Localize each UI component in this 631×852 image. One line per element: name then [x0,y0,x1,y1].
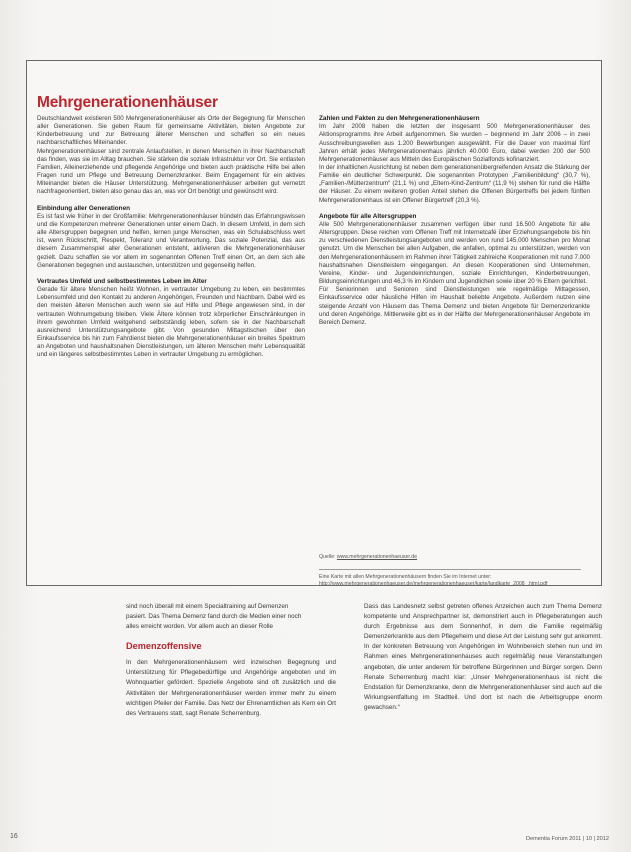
article-line: pasiert. Das Thema Demenz fand durch die Medien einer noch [126,613,302,621]
section-heading: Einbindung aller Generationen [37,204,131,212]
source-label: Quelle: [319,554,336,560]
source-line [319,554,590,561]
article-line: alles erreicht worden. Vor allem auch an dieser Rolle [126,623,274,631]
divider [319,569,581,570]
section-text: In der inhaltlichen Ausrichtung ist neben dem generationenübergreifenden Ansatz die Stärkung der Familie ein deutlicher Schwerpunkt. Die sogenannten Prototypen „Familienbildung“ (30,7 %), „Familien-/Mütterzentrum“ (21,1 %) und „Eltern-Kind-Zentrum“ (11,9 %) stehen für rund die Hälfte der Häuser. Zu einem weiteren großen Anteil stehen die Offenen Bürgertreffs bei jedem fünften Mehrgenerationenhaus ist ein Offener Bürgertreff (20,3 %). [319,163,590,204]
article-line: sind noch überall mit einem Specialtraining auf Demenzen [126,603,289,610]
publication-footer: Dementia Forum 2011 | 10 | 2012 [525,836,609,842]
info-box [26,60,602,586]
section-text: Alle 500 Mehrgenerationenhäuser zusammen verfügen über rund 16.500 Angebote für alle Altersgruppen. Diese reichen vom Offenen Treff mit Internetcafé über Erziehungsangebote bis hin zu verschiedenen Dienstleistungsangeboten und werden von rund 145.000 Menschen pro Monat genutzt. Um die Menschen bei allen Aufgaben, die anfallen, optimal zu unterstützen, werden von den Mehrgenerationenhäusern im Rahmen ihrer Tätigkeit zahlreiche Kooperationen mit rund 7.000 haushaltsnahen Dienstleistern eingegangen. An diesen Kooperationen sind Unternehmen, Vereine, Kinder- und Jugendeinrichtungen, soziale Einrichtungen, Kinderbetreuungen, Bildungseinrichtungen und 46,3 % im Kindern und Jugendlichen sowie über 20 % Eltern gerichtet. [319,220,590,286]
info-box-left-column [37,115,305,359]
intro-paragraph: Mehrgenerationenhäuser sind zentrale Anlaufstellen, in denen Menschen in ihrer Nachbarschaft das finden, was sie im Alltag brauchen. Sie stärken die soziale Infrastruktur vor Ort. Sie entlasten Familien, Alleinerziehende und pflegende Angehörige und bieten auch praktische Hilfe bei allen Fragen rund um Pflege und Betreuung Demenzkranker. Beim Engagement für ein aktives Miteinander bieten die Häuser Unterstützung. Mehrgenerationenhäuser arbeiten gut vernetzt nachfrageorientiert, bieten also genau das an, was vor Ort benötigt und gewünscht wird. [37,147,305,196]
article-right-text: Dass das Landesnetz selbst getreten offenes Anzeichen auch zum Thema Demenz kompetente und Ansprechpartner ist, demonstriert auch in Pflegeberatungen auch durch Ergebnisse aus dem Sonnenhof, in dem die Familie regelmäßig Demenzerkrankte aus dem Pflegeheim und diese Art der Leistung sehr gut ankommt. In der konkreten Betreuung von Angehörigen im Wohnbereich stehen nun und im Rahmen eines Mehrgenerationenhauses auch regelmäßig neue Veranstaltungen angeboten, die unter anderem für betroffene Bürgerinnen und Bürger sorgen. Denn Renate Scherrenburg macht klar: „Unser Mehrgenerationenhaus ist nicht die Endstation für Demenzkranke, denn die Mehrgenerationenhäuser sind auch auf die Wirkungsentfaltung im Stadtteil. Und dort ist nach die Arbeitsgruppe enorm gewachsen.“ [364,603,602,711]
article-section-heading: Demenzoffensive [126,641,202,652]
source-block [319,554,590,587]
info-box-title: Mehrgenerationenhäuser [37,94,218,111]
source-note: Eine Karte mit allen Mehrgenerationenhäusern finden Sie im Internet unter: http://www.mehrgenerationenhaeuser.de/mehrgenerationenhaeuser/karte/landkarte_2008_.html.pdf [319,573,548,587]
section-heading: Zahlen und Fakten zu den Mehrgenerationenhäusern [319,115,480,122]
section-heading: Vertrautes Umfeld und selbstbestimmtes Leben im Alter [37,277,207,285]
article-right-column [364,602,602,713]
intro-paragraph: Deutschlandweit existieren 500 Mehrgenerationenhäuser als Orte der Begegnung für Menschen aller Generationen. Sie geben Raum für gemeinsame Aktivitäten, bieten Angebote zur Kinderbetreuung und zur Betreuung älterer Menschen und schaffen so ein neues nachbarschaftliches Miteinander. [37,115,305,147]
article-section-text: In den Mehrgenerationenhäusern wird inzwischen Begegnung und Unterstützung für Pflegebedürftige und Angehörige angeboten und im Wohnquartier gefördert. Spezielle Angebote sind oft zusätzlich und die Aktivitäten der Mehrgenerationenhäuser werden immer mehr zu einem wichtigen Pfeiler der Familie. Das Netz der Ehrenamtlichen als Kern ein Ort des Vertrauens statt, sagt Renate Scherrenburg. [126,659,336,717]
section-text: Gerade für ältere Menschen heißt Wohnen, in vertrauter Umgebung zu leben, ein bestimmtes Lebensumfeld und den Kontakt zu anderen Angehörigen, Freunden und Nachbarn. Dabei wird es den meisten älteren Menschen auch wenn sie auf Hilfe und Pflege angewiesen sind, in der vertrauten Wohnumgebung bleiben. Viele Ältere können trotz körperlicher Einschränkungen in ihrem gewohnten Umfeld weitgehend selbstständig leben, sofern sie in der Nachbarschaft ausreichend Unterstützungsangebote gibt. Von gesunden Mittagstischen über den Einkaufsservice bis hin zum Fahrdienst bieten die Mehrgenerationenhäuser ein breites Spektrum an Angeboten und haushaltsnahen Dienstleistungen, um älteren Menschen mehr Lebensqualität und ein längeres selbstbestimmtes Leben in vertrauter Umgebung zu ermöglichen. [37,286,305,359]
section-text: Im Jahr 2008 haben die letzten der insgesamt 500 Mehrgenerationenhäuser des Aktionsprogramms ihre Arbeit aufgenommen. Sie wurden – beginnend im Jahr 2006 – in zwei Ausschreibungswellen aus 1.200 Bewerbungen ausgewählt. Für die Dauer von maximal fünf Jahren erhält jedes Mehrgenerationenhaus jährlich 40.000 Euro, dabei werden 200 der 500 Mehrgenerationenhäuser aus Mitteln des Europäischen Sozialfonds kofinanziert. [319,123,590,163]
section-heading: Angebote für alle Altersgruppen [319,212,417,220]
section-text: Es ist fast wie früher in der Großfamilie: Mehrgenerationenhäuser bündeln das Erfahrungswissen und die Kompetenzen mehrerer Generationen unter einem Dach. In diesem Umfeld, in dem sich alle Altersgruppen begegnen und helfen, lernen junge Menschen, was ein Schulabschluss wert ist, wenn Rückschritt, Respekt, Toleranz und Verantwortung. Das soziale Potenzial, das aus diesem Zusammenspiel aller Generationen entsteht, aktivieren die Mehrgenerationenhäuser gezielt. Dazu schaffen sie vor allem im sogenannten Offenen Treff einen Ort, an dem sich alle Generationen begegnen und austauschen, unterstützen und gegenseitig helfen. [37,212,305,269]
section-text: Für Seniorinnen und Senioren sind Dienstleistungen wie regelmäßige Mittagessen, Einkaufsservice oder häusliche Hilfen im Haushalt beliebte Angebote. Außerdem nutzen eine steigende Anzahl von Häusern das Thema Demenz und bieten Angebote für Demenzerkrankte und deren Angehörige. Mittlerweile gibt es in der Hälfte der Mehrgenerationenhäuser Angebote im Bereich Demenz. [319,286,590,326]
info-box-right-column [319,115,590,327]
source-link[interactable]: www.mehrgenerationenhaeuser.de [336,554,418,560]
article-left-column [126,602,336,719]
page-number: 16 [10,833,18,840]
